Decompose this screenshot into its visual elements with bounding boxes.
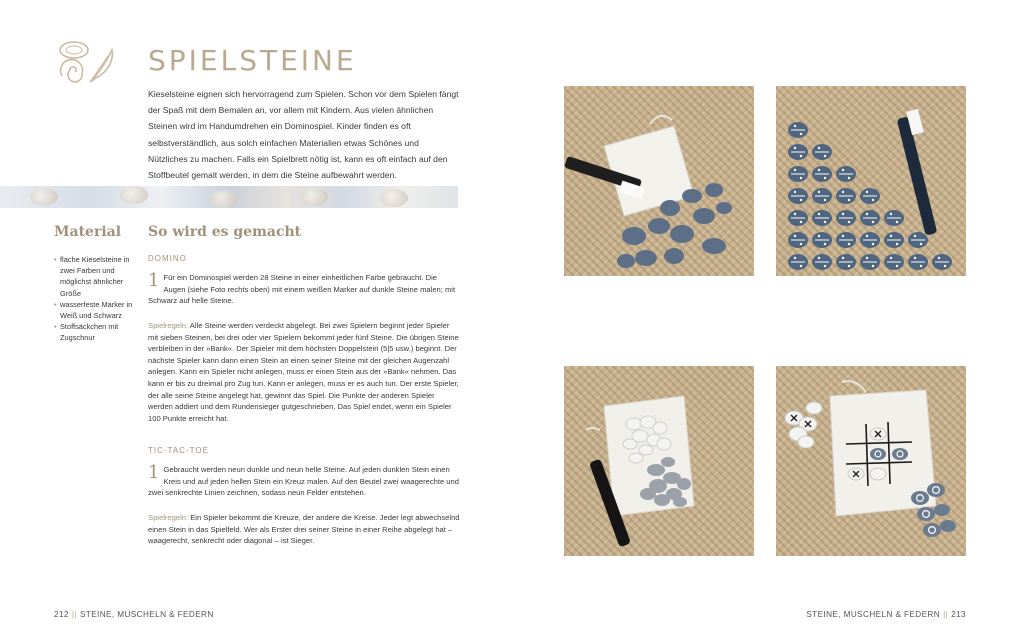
- material-list: [54, 254, 138, 344]
- domino-pip: [920, 243, 922, 245]
- domino-pip: [848, 199, 850, 201]
- page-number: 213: [951, 610, 966, 619]
- right-footer: [806, 610, 966, 619]
- domino-pip: [848, 221, 850, 223]
- footer-separator: ||: [943, 610, 949, 619]
- domino-pip: [842, 257, 844, 259]
- domino-pip: [890, 213, 892, 215]
- domino-pip: [794, 257, 796, 259]
- domino-pip: [890, 235, 892, 237]
- shell-strip-image: [0, 186, 458, 208]
- domino-pip: [896, 243, 898, 245]
- domino-pip: [800, 221, 802, 223]
- domino-pip: [872, 199, 874, 201]
- domino-pip: [794, 147, 796, 149]
- domino-pip: [842, 213, 844, 215]
- rules-label: Spielregeln:: [148, 321, 189, 330]
- domino-pip: [920, 265, 922, 267]
- photo-tictactoe-game: [776, 366, 966, 556]
- domino-pip: [872, 243, 874, 245]
- domino-pip: [818, 191, 820, 193]
- domino-rules-text: Alle Steine werden verdeckt abgelegt. Bei zwei Spielern beginnt jeder Spieler mit sieben Steinen, bei drei oder vier Spielern bekommt jeder fünf Steine. Die übrigen Steine verbleiben in der »Bank«. Der Spieler mit dem höchsten Doppelstein (5|5 usw.) beginnt. Der nächste Spieler kann dann einen Stein an einen seiner Steine mit der gleichen Augenzahl anlegen. Kann ein Spieler nicht anlegen, muss er einen Stein aus der »Bank« nehmen. Das kann er bis zu dreimal pro Zug tun. Kann er anlegen, muss er es auch tun. Der erste Spieler, der alle seine Steine angelegt hat, gewinnt das Spiel. Die Punkte der anderen Spieler werden addiert und dem Rundensieger gutgeschrieben. Das Spiel endet, wenn ein Spieler 100 Punkte erreicht hat.: [148, 321, 459, 423]
- domino-label: DOMINO: [148, 254, 187, 263]
- chapter-name: STEINE, MUSCHELN & FEDERN: [79, 610, 214, 619]
- domino-pip: [914, 235, 916, 237]
- domino-pip: [800, 155, 802, 157]
- domino-step-text: Für ein Dominospiel werden 28 Steine in einer einheitlichen Farbe gebraucht. Die Augen (siehe Foto rechts oben) mit einem weißen Marker auf dunkle Steine malen; mit Schwarz auf helle Steine.: [148, 273, 456, 306]
- tictactoe-rules-text: Ein Spieler bekommt die Kreuze, der andere die Kreise. Jeder legt abwechselnd einen Stein in das Spielfeld. Wer als Erster drei seiner Steine in einer Reihe abgelegt hat – waagerecht, senkrecht oder diagonal – ist Sieger.: [148, 513, 460, 546]
- domino-pip: [890, 257, 892, 259]
- step-number: 1: [148, 270, 160, 291]
- tictactoe-label: TIC-TAC-TOE: [148, 446, 209, 455]
- domino-pip: [866, 191, 868, 193]
- right-page: [510, 0, 1020, 644]
- domino-pip: [896, 265, 898, 267]
- domino-pip: [818, 169, 820, 171]
- domino-pip: [872, 265, 874, 267]
- photo-tictactoe-materials: [564, 366, 754, 556]
- domino-pip: [866, 257, 868, 259]
- domino-step: [148, 272, 460, 307]
- domino-pip: [824, 243, 826, 245]
- left-footer: [54, 610, 214, 619]
- domino-pip: [794, 213, 796, 215]
- domino-pip: [824, 265, 826, 267]
- domino-pip: [848, 243, 850, 245]
- domino-pip: [848, 177, 850, 179]
- domino-pip: [818, 213, 820, 215]
- photo-domino-stones: [776, 86, 966, 276]
- domino-pip: [818, 235, 820, 237]
- domino-pip: [800, 265, 802, 267]
- tictactoe-step-text: Gebraucht werden neun dunkle und neun helle Steine. Auf jeden dunklen Stein einen Kreis und auf jeden hellen Stein ein Kreuz malen. Auf den Beutel zwei waagerechte und zwei senkrechte Linien zeichnen, sodass neun Felder entstehen.: [148, 465, 459, 498]
- photo-tictactoe-game-art: [776, 366, 966, 556]
- domino-pip: [842, 191, 844, 193]
- domino-pip: [848, 265, 850, 267]
- intro-paragraph: Kieselsteine eignen sich hervorragend zum Spielen. Schon vor dem Spielen fängt der Spaß mit dem Bemalen an, vor allem mit Kindern. Aus vielen ähnlichen Steinen wird im Handumdrehen ein Dominospiel. Kinder finden es oft selbstverständlich, aus solch einfachen Materialien etwas Schönes und Nützliches zu machen. Falls ein Spielbrett nötig ist, kann es oft einfach auf den Stoffbeutel gemalt werden, in dem die Steine aufbewahrt werden.: [148, 89, 459, 181]
- material-item: • wasserfeste Marker in Weiß und Schwarz: [54, 299, 138, 321]
- tictactoe-rules: [148, 512, 460, 547]
- chapter-name: STEINE, MUSCHELN & FEDERN: [806, 610, 941, 619]
- domino-pip: [800, 177, 802, 179]
- photo-tictactoe-materials-art: [564, 366, 754, 556]
- domino-rules: [148, 320, 460, 424]
- domino-pip: [800, 133, 802, 135]
- steps-heading: So wird es gemacht: [148, 224, 302, 240]
- domino-pip: [824, 221, 826, 223]
- photo-domino-materials: [564, 86, 754, 276]
- footer-separator: ||: [71, 610, 77, 619]
- domino-pip: [794, 169, 796, 171]
- domino-pip: [914, 257, 916, 259]
- domino-pip: [818, 147, 820, 149]
- page-number: 212: [54, 610, 69, 619]
- step-number: 1: [148, 462, 160, 483]
- photo-domino-materials-art: [564, 86, 754, 276]
- page-title: SPIELSTEINE: [148, 44, 357, 77]
- domino-pip: [896, 221, 898, 223]
- domino-pip: [800, 199, 802, 201]
- domino-pip: [842, 169, 844, 171]
- domino-pip: [800, 243, 802, 245]
- domino-pip: [866, 235, 868, 237]
- photo-domino-stones-art: [776, 86, 966, 276]
- domino-pip: [794, 191, 796, 193]
- shells-feather-icon: [52, 36, 118, 88]
- domino-pip: [818, 257, 820, 259]
- domino-pip: [824, 177, 826, 179]
- domino-pip: [824, 199, 826, 201]
- domino-pip: [794, 125, 796, 127]
- material-item: • flache Kieselsteine in zwei Farben und möglichst ähnlicher Größe: [54, 254, 138, 299]
- domino-pip: [938, 257, 940, 259]
- domino-pip: [944, 265, 946, 267]
- domino-pip: [842, 235, 844, 237]
- domino-pip: [872, 221, 874, 223]
- material-item: • Stoffsäckchen mit Zugschnur: [54, 321, 138, 343]
- domino-pip: [866, 213, 868, 215]
- domino-pip: [794, 235, 796, 237]
- rules-label: Spielregeln:: [148, 513, 189, 522]
- domino-pip: [824, 155, 826, 157]
- material-heading: Material: [54, 224, 122, 240]
- tictactoe-step: [148, 464, 460, 499]
